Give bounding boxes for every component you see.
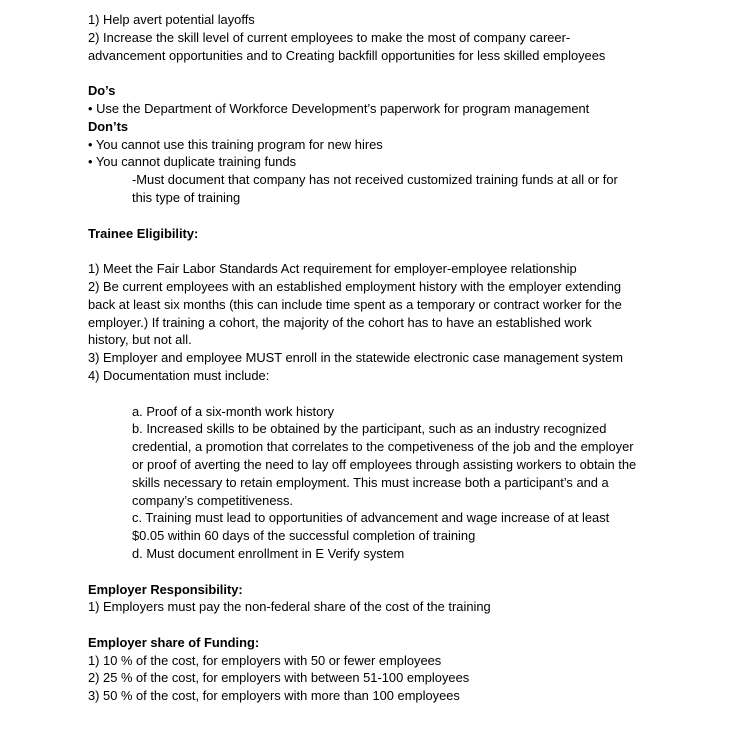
intro-item-2: 2) Increase the skill level of current employees to make the most of company career- (88, 29, 571, 45)
employer-responsibility-section (88, 581, 698, 617)
donts-item-2: • You cannot duplicate training funds (88, 154, 297, 170)
dos-item-1: • Use the Department of Workforce Development’s paperwork for program management (88, 100, 590, 116)
eligibility-item-2-continued: history, but not all. (88, 332, 192, 348)
documentation-item-b-continued: credential, a promotion that correlates to the competiveness of the job and the employer (132, 439, 634, 455)
documentation-item-d: d. Must document enrollment in E Verify system (132, 545, 405, 561)
eligibility-item-2: 2) Be current employees with an established employment history with the employer extending (88, 278, 622, 294)
donts-note-line-2: this type of training (132, 189, 241, 205)
responsibility-item-1: 1) Employers must pay the non-federal share of the cost of the training (88, 599, 491, 615)
donts-note-line-1: -Must document that company has not received customized training funds at all or for (132, 172, 618, 188)
employer-share-section (88, 634, 698, 705)
documentation-item-c-continued: $0.05 within 60 days of the successful completion of training (132, 528, 476, 544)
employer-responsibility-heading: Employer Responsibility: (88, 581, 243, 597)
intro-list (88, 11, 698, 64)
documentation-item-b-continued: skills necessary to retain employment. This must increase both a participant’s and a (132, 474, 609, 490)
documentation-item-c: c. Training must lead to opportunities of advancement and wage increase of at least (132, 510, 610, 526)
eligibility-item-2-continued: employer.) If training a cohort, the majority of the cohort has to have an established work (88, 314, 592, 330)
spacer (88, 385, 698, 403)
eligibility-item-4: 4) Documentation must include: (88, 367, 270, 383)
spacer (88, 563, 698, 581)
dos-heading: Do’s (88, 83, 116, 99)
eligibility-item-1: 1) Meet the Fair Labor Standards Act requirement for employer-employee relationship (88, 261, 577, 277)
share-item-1: 1) 10 % of the cost, for employers with 50 or fewer employees (88, 652, 442, 668)
documentation-list (88, 403, 698, 563)
donts-item-1: • You cannot use this training program for new hires (88, 136, 383, 152)
documentation-item-a: a. Proof of a six-month work history (132, 403, 335, 419)
trainee-eligibility-heading: Trainee Eligibility: (88, 225, 199, 241)
intro-item-2-continued: advancement opportunities and to Creating backfill opportunities for less skilled employees (88, 47, 606, 63)
eligibility-item-3: 3) Employer and employee MUST enroll in the statewide electronic case management system (88, 350, 623, 366)
donts-section (88, 118, 698, 207)
spacer (88, 242, 698, 260)
intro-item-1: 1) Help avert potential layoffs (88, 12, 255, 27)
documentation-item-b-continued: or proof of averting the need to lay off employees through assisting workers to obtain the (132, 456, 637, 472)
spacer (88, 616, 698, 634)
donts-heading: Don’ts (88, 118, 129, 134)
share-item-3: 3) 50 % of the cost, for employers with more than 100 employees (88, 688, 460, 704)
employer-share-heading: Employer share of Funding: (88, 634, 260, 650)
eligibility-item-2-continued: back at least six months (this can include time spent as a temporary or contract worker for the (88, 296, 622, 312)
documentation-item-b-continued: company’s competitiveness. (132, 492, 293, 508)
share-item-2: 2) 25 % of the cost, for employers with between 51-100 employees (88, 670, 470, 686)
dos-section (88, 82, 698, 118)
document-page (88, 11, 698, 705)
spacer (88, 207, 698, 225)
trainee-eligibility-section (88, 225, 698, 563)
documentation-item-b: b. Increased skills to be obtained by the participant, such as an industry recognized (132, 421, 607, 437)
spacer (88, 64, 698, 82)
